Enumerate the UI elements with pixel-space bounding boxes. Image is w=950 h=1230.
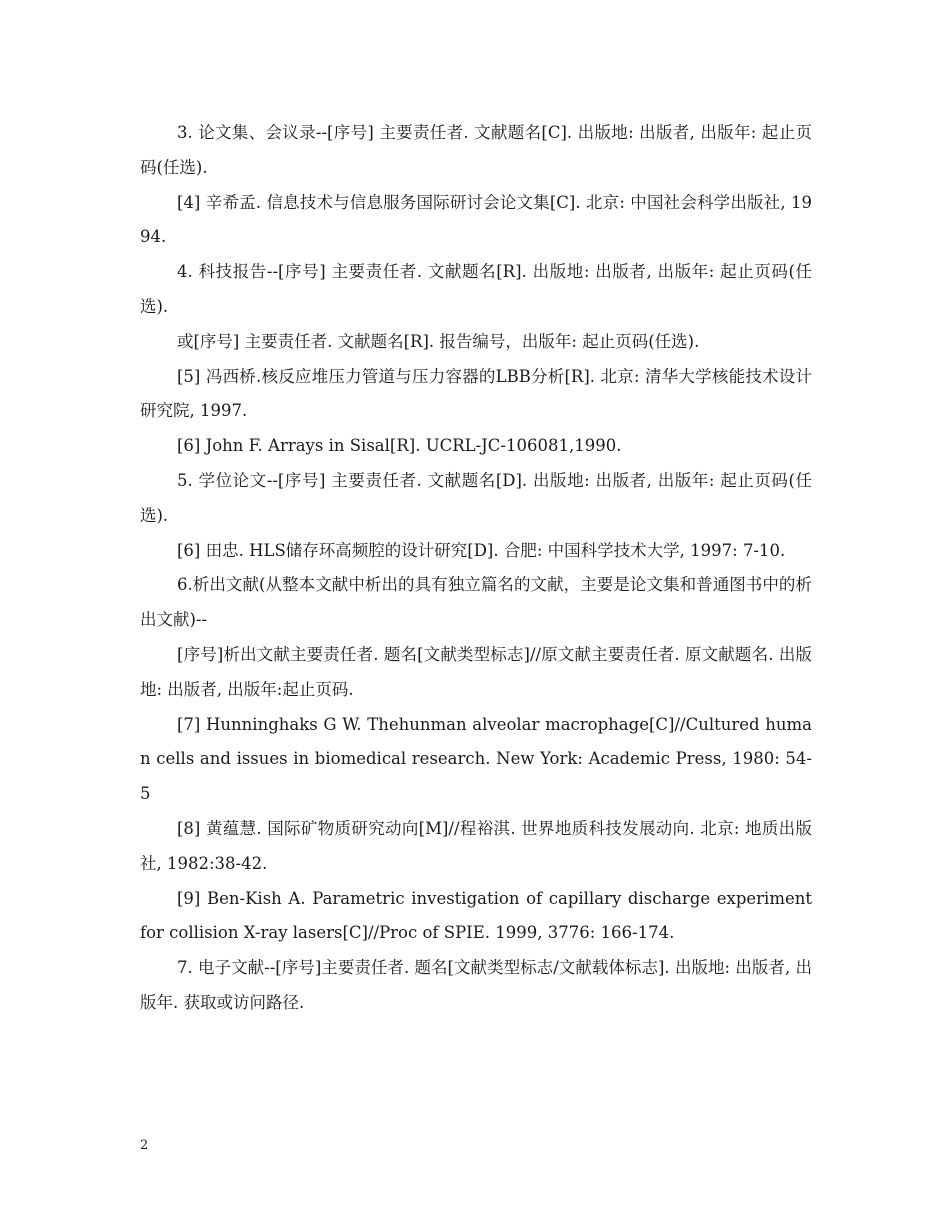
reference-6-thesis: [6] 田忠. HLS储存环高频腔的设计研究[D]. 合肥: 中国科学技术大学, 1997: 7-10. (177, 540, 786, 560)
page-number: 2 (140, 1138, 149, 1153)
paragraph-proceedings-format: 3. 论文集、会议录--[序号] 主要责任者. 文献题名[C]. 出版地: 出版者, 出版年: 起止页码(任选). (140, 123, 812, 177)
paragraph-report-format: 4. 科技报告--[序号] 主要责任者. 文献题名[R]. 出版地: 出版者, 出版年: 起止页码(任选). (140, 262, 812, 316)
page-body (140, 116, 812, 1021)
paragraph-extracted-literature-format: [序号]析出文献主要责任者. 题名[文献类型标志]//原文献主要责任者. 原文献题名. 出版地: 出版者, 出版年:起止页码. (140, 644, 812, 699)
paragraph-extracted-literature-heading: 6.析出文献(从整本文献中析出的具有独立篇名的文献，主要是论文集和普通图书中的析出文献)-- (140, 575, 812, 630)
paragraph-thesis-format: 5. 学位论文--[序号] 主要责任者. 文献题名[D]. 出版地: 出版者, 出版年: 起止页码(任选). (140, 470, 812, 525)
reference-6-report: [6] John F. Arrays in Sisal[R]. UCRL-JC-106081,1990. (177, 436, 622, 456)
reference-7: [7] Hunninghaks G W. Thehunman alveolar macrophage[C]//Cultured human cells and issues in biomedical research. New York: Academic Press, 1980: 54-5 (140, 714, 812, 804)
reference-8: [8] 黄蕴慧. 国际矿物质研究动向[M]//程裕淇. 世界地质科技发展动向. 北京: 地质出版社, 1982:38-42. (140, 818, 812, 873)
reference-4: [4] 辛希孟. 信息技术与信息服务国际研讨会论文集[C]. 北京: 中国社会科学出版社, 1994. (140, 192, 812, 247)
paragraph-report-alt-format: 或[序号] 主要责任者. 文献题名[R]. 报告编号，出版年: 起止页码(任选). (177, 331, 700, 351)
reference-9: [9] Ben-Kish A. Parametric investigation of capillary discharge experiment for collision X-ray lasers[C]//Proc of SPIE. 1999, 3776: 166-174. (140, 888, 812, 943)
paragraph-electronic-format: 7. 电子文献--[序号]主要责任者. 题名[文献类型标志/文献载体标志]. 出版地: 出版者, 出版年. 获取或访问路径. (140, 958, 812, 1012)
reference-5: [5] 冯西桥.核反应堆压力管道与压力容器的LBB分析[R]. 北京: 清华大学核能技术设计研究院, 1997. (140, 366, 812, 421)
